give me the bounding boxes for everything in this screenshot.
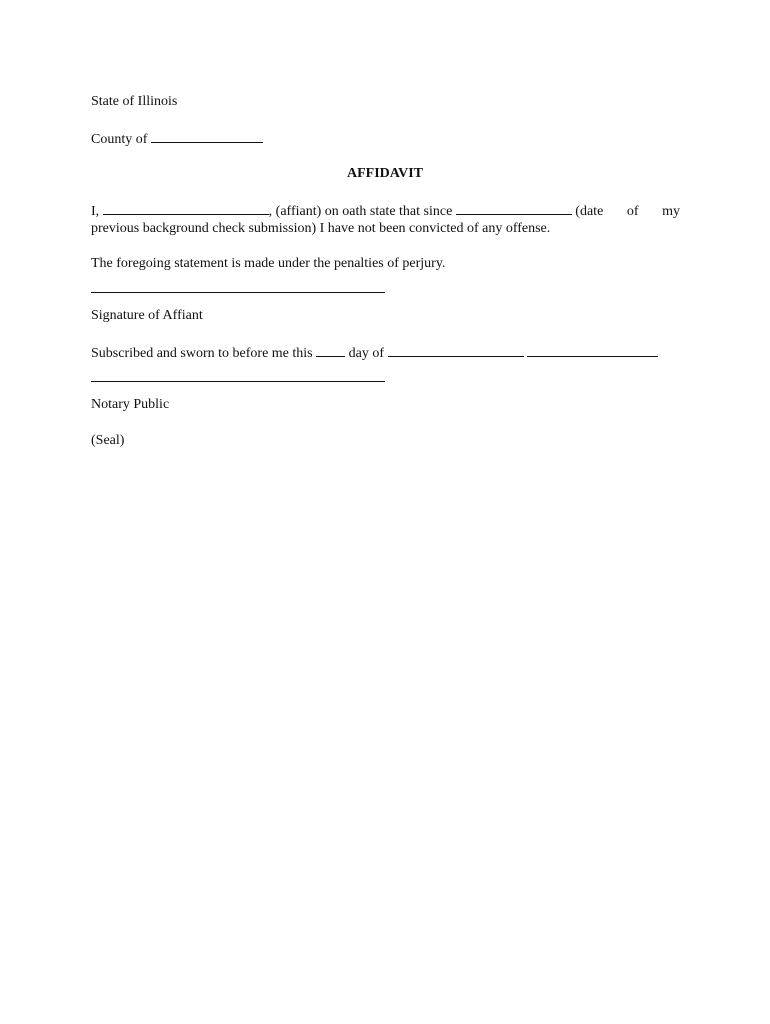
affirmation-after-date: (date: [575, 204, 604, 219]
document-title: AFFIDAVIT: [347, 166, 423, 181]
affiant-name-blank[interactable]: [103, 202, 269, 215]
state-text: State of Illinois: [91, 94, 178, 109]
month-blank[interactable]: [388, 344, 524, 357]
county-blank[interactable]: [151, 130, 263, 143]
affirmation-line-2: previous background check submission) I have not been convicted of any offense.: [91, 221, 551, 236]
state-line: [91, 94, 177, 110]
seal-label: (Seal): [91, 433, 125, 448]
affirmation-word-my: my: [662, 204, 680, 219]
affirmation-after-name: , (affiant) on oath state that since: [268, 204, 453, 219]
affirmation-line-1: [91, 202, 680, 220]
affirmation-clause-1: [91, 202, 603, 220]
affiant-signature-line[interactable]: [91, 292, 385, 293]
county-label: County of: [91, 132, 148, 147]
affirmation-prefix: I,: [91, 204, 100, 219]
notary-label: Notary Public: [91, 397, 170, 412]
subscribed-line: [91, 344, 658, 362]
notary-signature-line[interactable]: [91, 381, 385, 382]
affirmation-paragraph: [91, 202, 680, 237]
day-blank[interactable]: [316, 344, 345, 357]
county-line: [91, 130, 263, 148]
subscribed-prefix: Subscribed and sworn to before me this: [91, 346, 313, 361]
date-blank[interactable]: [456, 202, 572, 215]
signature-label: Signature of Affiant: [91, 308, 203, 323]
subscribed-middle: day of: [348, 346, 385, 361]
perjury-statement: The foregoing statement is made under the penalties of perjury.: [91, 256, 446, 271]
year-blank[interactable]: [527, 344, 658, 357]
affirmation-word-of: of: [626, 204, 639, 219]
